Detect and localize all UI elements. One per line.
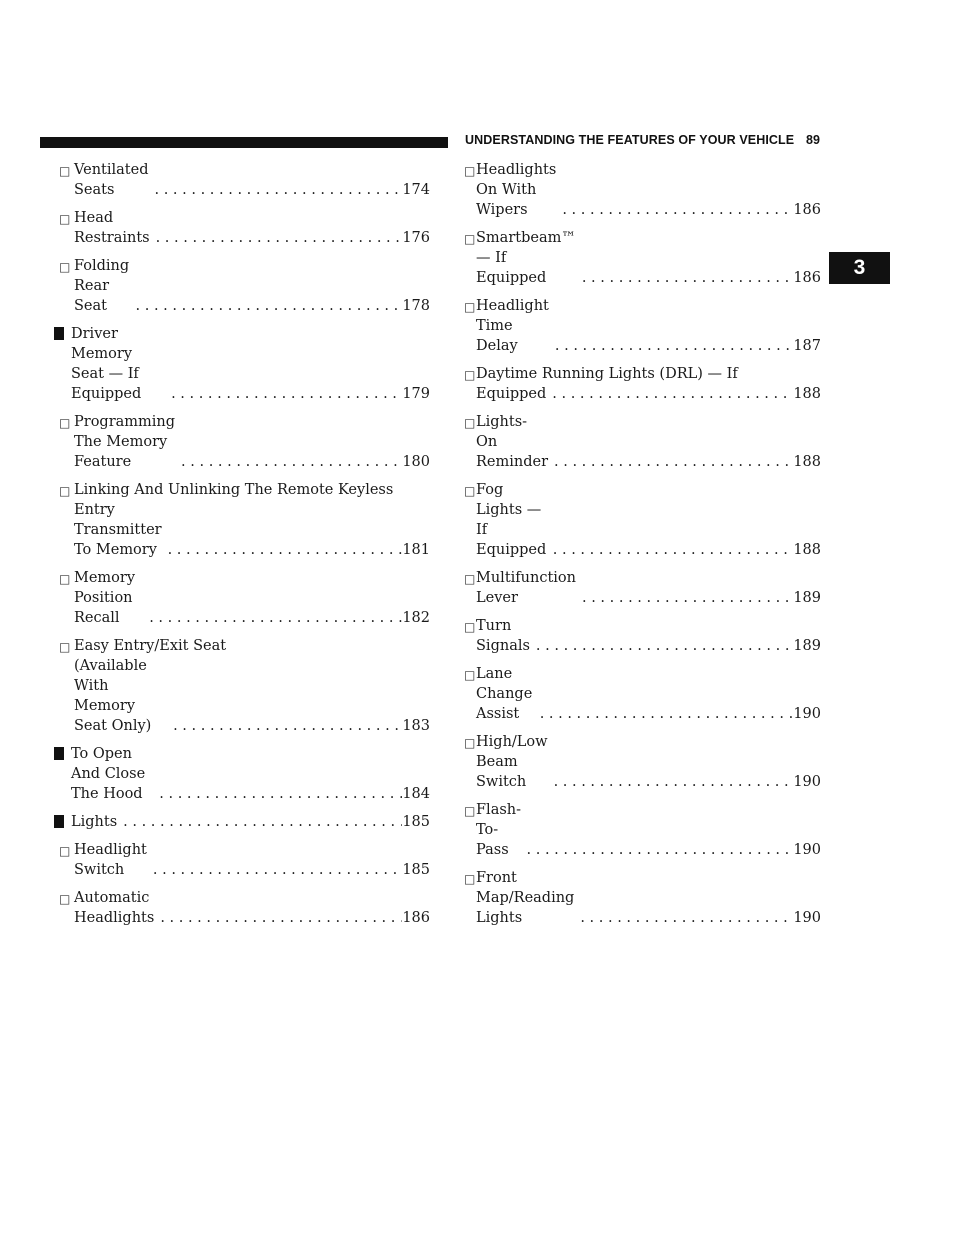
hollow-square-bullet-icon: □ bbox=[464, 484, 476, 498]
toc-entry-title: Head Restraints bbox=[74, 210, 150, 246]
dot-leader bbox=[167, 716, 402, 736]
dot-leader bbox=[165, 384, 402, 404]
toc-entry[interactable] bbox=[54, 744, 430, 804]
hollow-square-bullet-icon: □ bbox=[464, 300, 476, 314]
toc-entry-page: 174 bbox=[402, 182, 430, 198]
dot-leader bbox=[556, 200, 793, 220]
toc-entry-title: Multifunction Lever bbox=[476, 570, 576, 606]
toc-entry[interactable] bbox=[465, 228, 821, 288]
dot-leader bbox=[143, 608, 402, 628]
filled-square-bullet-icon bbox=[54, 815, 64, 828]
toc-entry[interactable] bbox=[54, 160, 430, 200]
toc-entry-title: Equipped bbox=[476, 386, 547, 402]
dot-leader bbox=[149, 180, 403, 200]
hollow-square-bullet-icon: □ bbox=[464, 668, 476, 682]
toc-entry[interactable] bbox=[54, 812, 430, 832]
dot-leader bbox=[546, 384, 793, 404]
chapter-tab: 3 bbox=[829, 252, 890, 284]
hollow-square-bullet-icon: □ bbox=[464, 620, 476, 634]
toc-entry-page: 190 bbox=[793, 910, 821, 926]
dot-leader bbox=[547, 540, 794, 560]
toc-entry-page: 186 bbox=[793, 202, 821, 218]
hollow-square-bullet-icon: □ bbox=[59, 260, 71, 274]
dot-leader bbox=[576, 268, 793, 288]
hollow-square-bullet-icon: □ bbox=[464, 416, 476, 430]
toc-entry-title: Entry Transmitter To Memory bbox=[74, 502, 162, 558]
hollow-square-bullet-icon: □ bbox=[59, 416, 71, 430]
toc-entry-title: Automatic Headlights bbox=[74, 890, 155, 926]
dot-leader bbox=[521, 840, 794, 860]
dot-leader bbox=[150, 228, 403, 248]
toc-entry-page: 189 bbox=[793, 638, 821, 654]
toc-entry[interactable] bbox=[465, 616, 821, 656]
toc-entry-page: 183 bbox=[402, 718, 430, 734]
dot-leader bbox=[534, 704, 794, 724]
toc-entry[interactable] bbox=[54, 888, 430, 928]
dot-leader bbox=[530, 636, 793, 656]
dot-leader bbox=[153, 784, 402, 804]
toc-entry[interactable] bbox=[465, 160, 821, 220]
toc-entry-page: 184 bbox=[402, 786, 430, 802]
toc-entry[interactable] bbox=[465, 732, 821, 792]
toc-entry-page: 180 bbox=[402, 454, 430, 470]
toc-entry-title: Memory Position Recall bbox=[74, 570, 136, 626]
dot-leader bbox=[549, 336, 793, 356]
toc-entry[interactable] bbox=[54, 208, 430, 248]
hollow-square-bullet-icon: □ bbox=[464, 572, 476, 586]
toc-entry-page: 189 bbox=[793, 590, 821, 606]
toc-entry[interactable] bbox=[465, 480, 821, 560]
hollow-square-bullet-icon: □ bbox=[59, 640, 71, 654]
toc-entry-title: (Available With Memory Seat Only) bbox=[74, 658, 152, 734]
toc-entry-page: 188 bbox=[793, 454, 821, 470]
toc-entry[interactable] bbox=[54, 840, 430, 880]
dot-leader bbox=[548, 772, 794, 792]
dot-leader bbox=[548, 452, 793, 472]
toc-entry-page: 182 bbox=[402, 610, 430, 626]
toc-right-column bbox=[465, 160, 821, 936]
toc-entry[interactable] bbox=[465, 868, 821, 928]
toc-entry-page: 190 bbox=[793, 706, 821, 722]
toc-entry-title: Ventilated Seats bbox=[74, 162, 149, 198]
toc-entry[interactable] bbox=[54, 256, 430, 316]
section-title: UNDERSTANDING THE FEATURES OF YOUR VEHICLE bbox=[465, 133, 795, 147]
toc-entry[interactable] bbox=[465, 664, 821, 724]
hollow-square-bullet-icon: □ bbox=[59, 572, 71, 586]
toc-entry-page: 179 bbox=[402, 386, 430, 402]
toc-entry-title-line1: Linking And Unlinking The Remote Keyless bbox=[74, 482, 394, 498]
page-number: 89 bbox=[806, 133, 820, 147]
toc-entry[interactable] bbox=[54, 324, 430, 404]
toc-entry-page: 190 bbox=[793, 774, 821, 790]
dot-leader bbox=[162, 540, 403, 560]
toc-entry-title: Front Map/Reading Lights bbox=[476, 870, 575, 926]
toc-entry[interactable] bbox=[465, 296, 821, 356]
dot-leader bbox=[154, 908, 402, 928]
hollow-square-bullet-icon: □ bbox=[464, 804, 476, 818]
toc-entry[interactable] bbox=[465, 412, 821, 472]
toc-entry-title: Smartbeam™ — If Equipped bbox=[476, 230, 576, 286]
toc-entry-title-line1: Daytime Running Lights (DRL) — If bbox=[476, 366, 738, 382]
toc-entry-title: Flash-To-Pass bbox=[476, 802, 522, 858]
dot-leader bbox=[175, 452, 402, 472]
toc-entry-page: 181 bbox=[402, 542, 430, 558]
toc-entry-title: Headlights On With Wipers bbox=[476, 162, 557, 218]
toc-entry-title: Lights-On Reminder bbox=[476, 414, 549, 470]
toc-entry-title: Programming The Memory Feature bbox=[74, 414, 176, 470]
toc-entry-page: 188 bbox=[793, 542, 821, 558]
toc-entry-title: Driver Memory Seat — If Equipped bbox=[71, 326, 142, 402]
toc-entry-title: Lights bbox=[71, 814, 118, 830]
toc-entry[interactable] bbox=[465, 364, 821, 404]
toc-entry-page: 188 bbox=[793, 386, 821, 402]
toc-entry-title: Lane Change Assist bbox=[476, 666, 533, 722]
toc-entry-page: 178 bbox=[402, 298, 430, 314]
toc-entry[interactable] bbox=[54, 636, 430, 736]
hollow-square-bullet-icon: □ bbox=[59, 164, 71, 178]
filled-square-bullet-icon bbox=[54, 747, 64, 760]
hollow-square-bullet-icon: □ bbox=[59, 844, 71, 858]
toc-entry[interactable] bbox=[54, 412, 430, 472]
hollow-square-bullet-icon: □ bbox=[464, 736, 476, 750]
hollow-square-bullet-icon: □ bbox=[59, 484, 71, 498]
toc-entry-title: Fog Lights — If Equipped bbox=[476, 482, 547, 558]
toc-entry-page: 187 bbox=[793, 338, 821, 354]
toc-entry-page: 185 bbox=[402, 814, 430, 830]
dot-leader bbox=[117, 812, 402, 832]
toc-entry-page: 176 bbox=[402, 230, 430, 246]
toc-entry-title: High/Low Beam Switch bbox=[476, 734, 548, 790]
toc-entry-page: 190 bbox=[793, 842, 821, 858]
toc-entry-title: To Open And Close The Hood bbox=[71, 746, 146, 802]
hollow-square-bullet-icon: □ bbox=[464, 368, 476, 382]
filled-square-bullet-icon bbox=[54, 327, 64, 340]
toc-entry-title: Headlight Switch bbox=[74, 842, 147, 878]
toc-left-column bbox=[54, 160, 430, 936]
toc-entry[interactable] bbox=[54, 568, 430, 628]
hollow-square-bullet-icon: □ bbox=[464, 872, 476, 886]
hollow-square-bullet-icon: □ bbox=[464, 232, 476, 246]
hollow-square-bullet-icon: □ bbox=[59, 892, 71, 906]
toc-entry-title: Headlight Time Delay bbox=[476, 298, 549, 354]
dot-leader bbox=[576, 588, 793, 608]
toc-entry[interactable] bbox=[465, 568, 821, 608]
toc-entry-page: 186 bbox=[402, 910, 430, 926]
toc-entry-title: Turn Signals bbox=[476, 618, 530, 654]
hollow-square-bullet-icon: □ bbox=[464, 164, 476, 178]
toc-entry[interactable] bbox=[54, 480, 430, 560]
dot-leader bbox=[130, 296, 403, 316]
toc-entry-title: Folding Rear Seat bbox=[74, 258, 130, 314]
toc-entry-title-line1: Easy Entry/Exit Seat bbox=[74, 638, 227, 654]
hollow-square-bullet-icon: □ bbox=[59, 212, 71, 226]
toc-entry-page: 185 bbox=[402, 862, 430, 878]
toc-entry-page: 186 bbox=[793, 270, 821, 286]
dot-leader bbox=[574, 908, 793, 928]
header-bar bbox=[40, 137, 448, 148]
dot-leader bbox=[147, 860, 402, 880]
toc-entry[interactable] bbox=[465, 800, 821, 860]
